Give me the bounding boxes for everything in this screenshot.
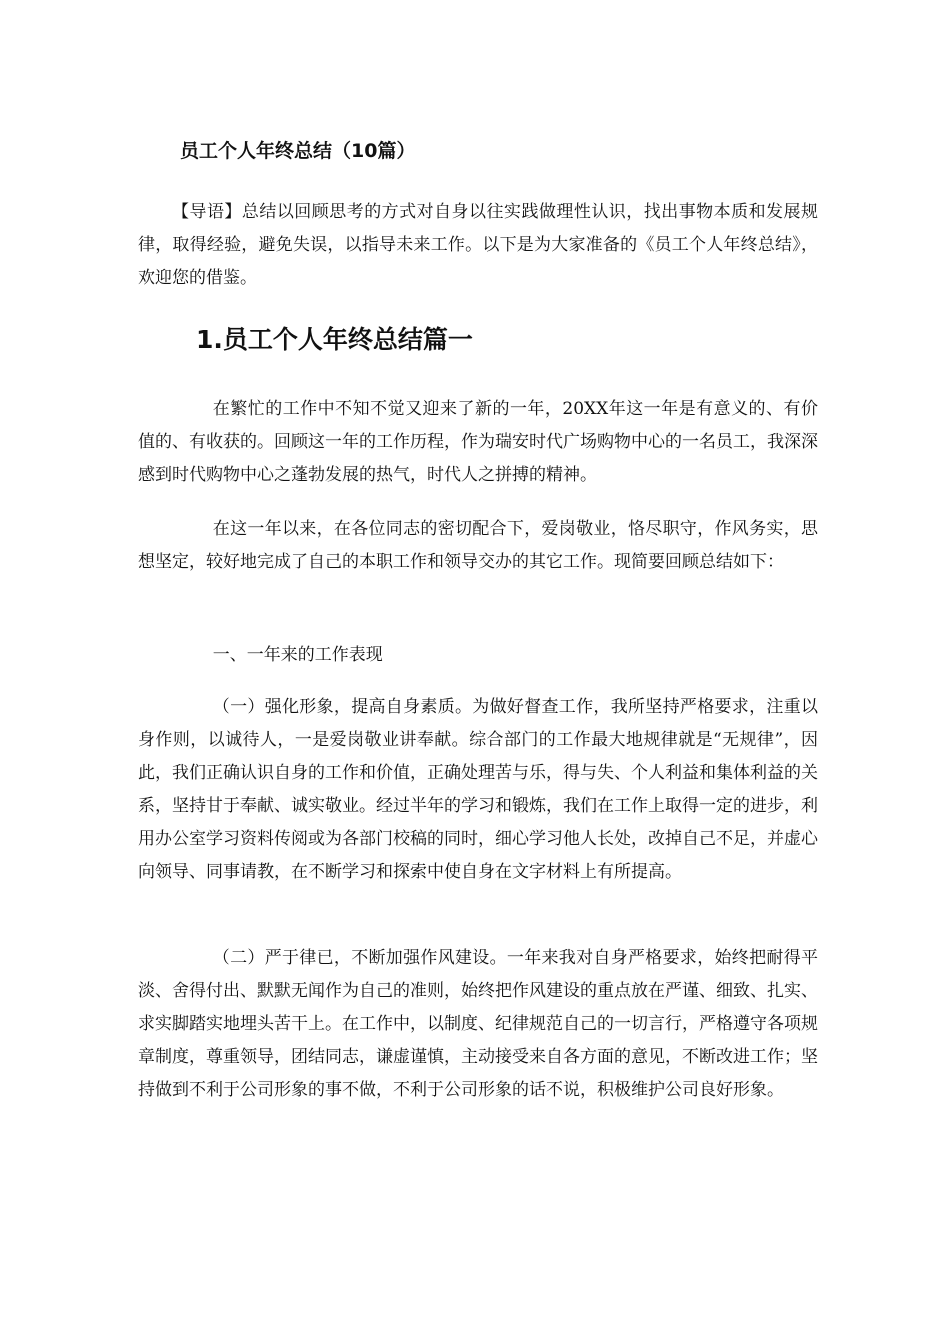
section-heading: 1.员工个人年终总结篇一: [196, 325, 473, 354]
body-paragraph-1: 在繁忙的工作中不知不觉又迎来了新的一年，20XX年这一年是有意义的、有价值的、有收获的。回顾这一年的工作历程，作为瑞安时代广场购物中心的一名员工，我深深感到时代购物中心之蓬勃发展的热气，时代人之拼搏的精神。: [138, 399, 818, 485]
body-paragraph-3: （一）强化形象，提高自身素质。为做好督查工作，我所坚持严格要求，注重以身作则，以诚待人，一是爱岗敬业讲奉献。综合部门的工作最大地规律就是“无规律”，因此，我们正确认识自身的工作和价值，正确处理苦与乐，得与失、个人利益和集体利益的关系，坚持甘于奉献、诚实敬业。经过半年的学习和锻炼，我们在工作上取得一定的进步，利用办公室学习资料传阅或为各部门校稿的同时，细心学习他人长处，改掉自己不足，并虚心向领导、同事请教，在不断学习和探索中使自身在文字材料上有所提高。: [138, 697, 818, 882]
subsection-heading: 一、一年来的工作表现: [212, 645, 383, 665]
body-paragraph-2: 在这一年以来，在各位同志的密切配合下，爱岗敬业，恪尽职守，作风务实，思想坚定，较好地完成了自己的本职工作和领导交办的其它工作。现简要回顾总结如下：: [138, 519, 818, 572]
body-paragraph-4: （二）严于律已，不断加强作风建设。一年来我对自身严格要求，始终把耐得平淡、舍得付出、默默无闻作为自己的准则，始终把作风建设的重点放在严谨、细致、扎实、求实脚踏实地埋头苦干上。在工作中，以制度、纪律规范自己的一切言行，严格遵守各项规章制度，尊重领导，团结同志，谦虚谨慎，主动接受来自各方面的意见，不断改进工作；坚持做到不利于公司形象的事不做，不利于公司形象的话不说，积极维护公司良好形象。: [138, 948, 818, 1100]
intro-paragraph: 【导语】总结以回顾思考的方式对自身以往实践做理性认识，找出事物本质和发展规律，取得经验，避免失误，以指导未来工作。以下是为大家准备的《员工个人年终总结》，欢迎您的借鉴。: [138, 202, 818, 288]
document-title: 员工个人年终总结（10篇）: [180, 140, 416, 162]
